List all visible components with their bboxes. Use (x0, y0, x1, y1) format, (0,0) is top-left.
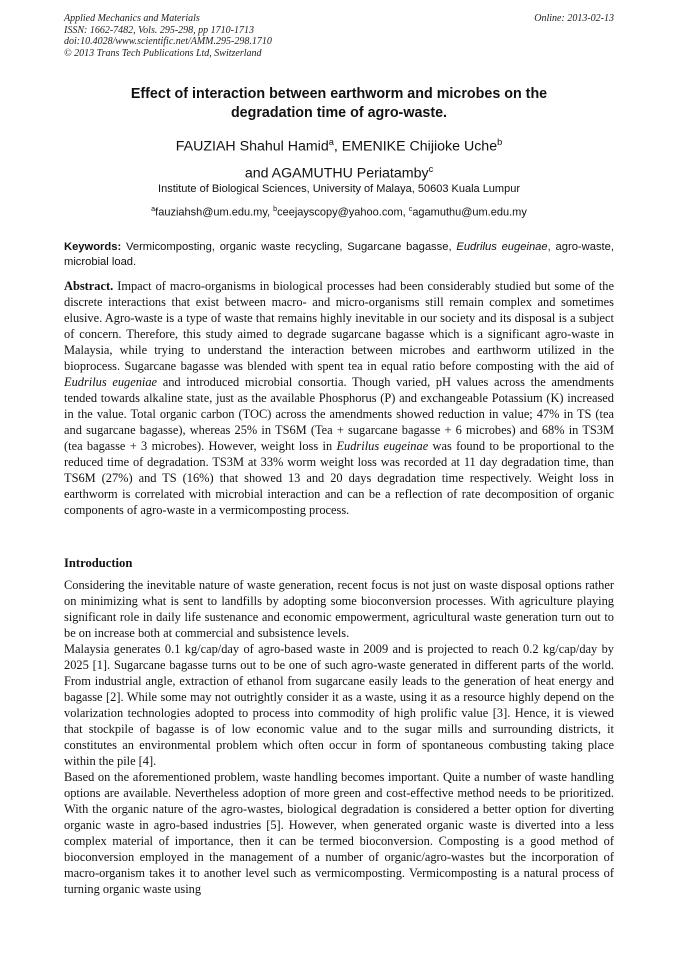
paper-title (80, 85, 598, 123)
author-separator: , (333, 138, 342, 155)
author-and: and (244, 165, 272, 182)
email-1-mark: a (151, 205, 156, 213)
abstract-part-1: Impact of macro-organisms in biological processes had been considerably studied but some of the discrete interactions that exist between macro- and micro-organisms still remain complex and sometimes elusive. Agro-waste is a type of waste that remains highly inevitable in our society and its disposal is a subject of concern. Therefore, this study aimed to degrade sugarcane bagasse which is a significant agro-waste in Malaysia, while trying to understand the interaction between microbes and earthworm utilized in the bioprocess. Sugarcane bagasse was blended with spent tea in equal ratio before composting with the aid of (64, 279, 614, 373)
keywords-text-end: , agro-waste, microbial load. (64, 241, 614, 268)
author-emails (64, 205, 614, 219)
doi-line: doi:10.4028/www.scientific.net/AMM.295-298.1710 (64, 36, 272, 47)
keywords-species: Eudrilus eugeinae (456, 241, 548, 253)
journal-name: Applied Mechanics and Materials (64, 13, 200, 24)
author-line-2 (64, 158, 614, 185)
online-date: Online: 2013-02-13 (534, 13, 614, 24)
author-line-1 (64, 131, 614, 158)
affiliation: Institute of Biological Sciences, University of Malaya, 50603 Kuala Lumpur (158, 183, 520, 195)
author-1-mark: a (328, 137, 334, 147)
author-2-mark: b (497, 137, 503, 147)
intro-paragraph-2: Malaysia generates 0.1 kg/cap/day of agro-based waste in 2009 and is projected to reach 0.2 kg/cap/day by 2025 [1]. Sugarcane bagasse turns out to be one of such agro-waste generated in different parts of the world. From industrial angle, extraction of ethanol from sugarcane easily leads to the generation of heat energy and bagasse [2]. While some may not outrightly consider it as a waste, using it as a resource highly depend on the volarization technologies adopted to process into commodity of high prolific value [3]. Hence, it is viewed that stockpile of bagasse is of low economic value and to the sugar mills and surrounding districts, it constitutes an environmental problem which often occur in form of spontaneous combusting taking place within the pile [4]. (64, 642, 614, 768)
email-2[interactable]: ceejayscopy@yahoo.com, (277, 206, 409, 219)
title-line-1: Effect of interaction between earthworm and microbes on the (130, 86, 548, 102)
author-3: AGAMUTHU Periatamby (271, 165, 429, 182)
abstract-part-2: and introduced microbial consortia. Though varied, pH values across the amendments tended towards alkaline state, just as the available Phosphorus (P) and exchangeable Potassium (K) increased in the value. Total organic carbon (TOC) across the amendments showed reduction in value; 47% in TS (tea and sugarcane bagasse), whereas 25% in TS6M (Tea + sugarcane bagasse + 6 microbes) and 68% in TS3M (tea bagasse + 3 microbes). However, weight loss in (64, 375, 614, 453)
keywords-text: Vermicomposting, organic waste recycling, Sugarcane bagasse, (121, 241, 457, 253)
intro-paragraph-3: Based on the aforementioned problem, waste handling becomes important. Quite a number of waste handling options are available. Nevertheless adoption of more green and cost-effective method needs to be prioritized. With the organic nature of the agro-wastes, biological degradation is considered a better option for diverting organic waste in agro-based industries [5]. However, when generated organic waste is diverted into a less complex material of importance, then it can be termed bioconversion. Composting is a good method of bioconversion employed in the management of a number of organic/agro-wastes but the incorporation of macro-organism takes it to another level such as vermicomposting. Vermicomposting is a natural process of turning organic waste using (64, 770, 614, 896)
abstract-part-3: was found to be proportional to the reduced time of degradation. TS3M at 33% worm weight loss was recorded at 11 day degradation time, than TS6M (27%) and TS (16%) that showed 13 and 20 days degradation time respectively. Weight loss in earthworm is correlated with microbial interaction and can be a reflection of rate decomposition of organic components of agro-waste in a vermicomposting process. (64, 439, 614, 517)
title-line-2: degradation time of agro-waste. (230, 105, 448, 121)
abstract (64, 278, 614, 518)
abstract-species-1: Eudrilus eugeniae (64, 375, 158, 389)
abstract-species-2: Eudrilus eugeinae (336, 439, 429, 453)
journal-header (64, 13, 272, 59)
email-1[interactable]: fauziahsh@um.edu.my, (155, 206, 274, 219)
abstract-label: Abstract. (64, 279, 114, 293)
issn-line: ISSN: 1662-7482, Vols. 295-298, pp 1710-1713 (64, 24, 254, 36)
introduction-heading: Introduction (64, 556, 133, 570)
email-2-mark: b (273, 205, 278, 213)
author-3-mark: c (428, 163, 434, 174)
author-2: EMENIKE Chijioke Uche (341, 138, 498, 155)
copyright-line: © 2013 Trans Tech Publications Ltd, Switzerland (64, 47, 262, 59)
keywords-label: Keywords: (64, 241, 122, 253)
author-1: FAUZIAH Shahul Hamid (175, 138, 329, 155)
email-3-mark: c (408, 205, 413, 213)
email-3[interactable]: agamuthu@um.edu.my (412, 206, 527, 219)
author-list (64, 131, 614, 184)
keywords (64, 240, 614, 269)
introduction-body (64, 577, 614, 897)
intro-paragraph-1: Considering the inevitable nature of waste generation, recent focus is not just on waste disposal options rather on minimizing what is sent to landfills by adopting some bioconversion processes. With agriculture playing significant role in daily life sustenance and economic empowerment, agricultural waste generation turn out to be on increase both at commercial and subsistence levels. (64, 578, 614, 640)
